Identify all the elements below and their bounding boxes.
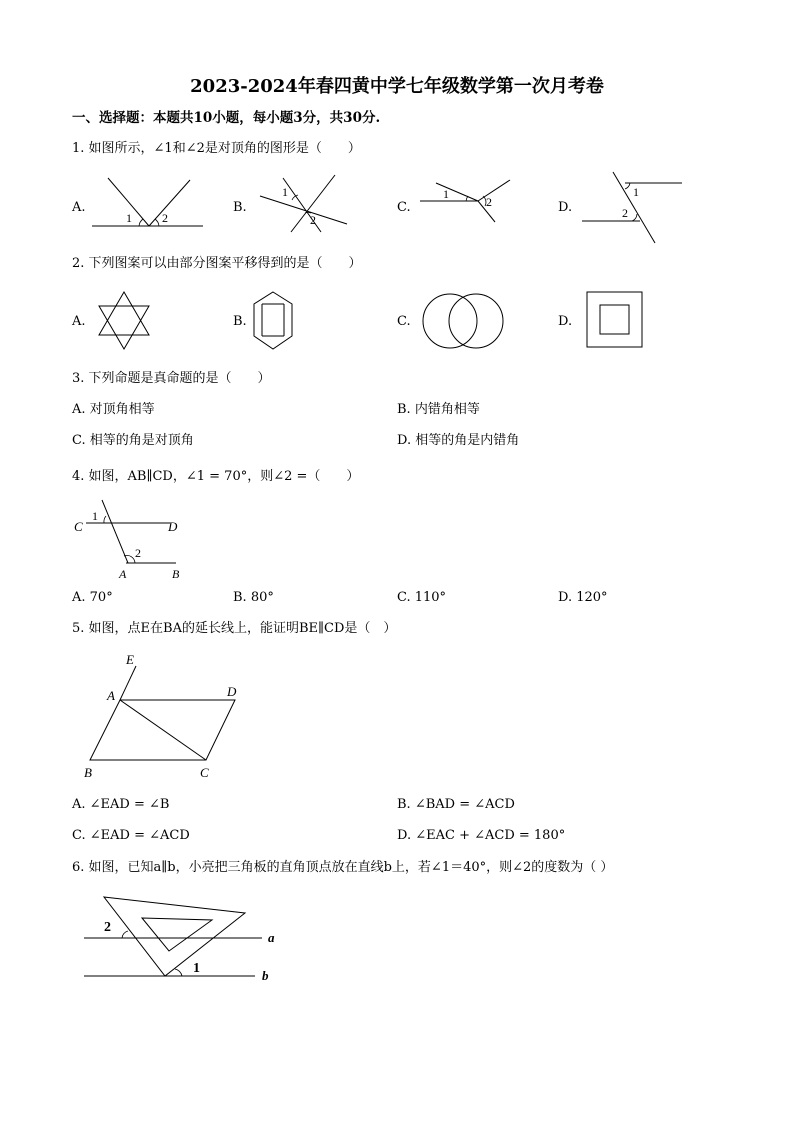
- q6-label-1: 1: [193, 961, 200, 976]
- q2-stem: 2. 下列图案可以由部分图案平移得到的是（ ）: [72, 256, 362, 271]
- q4-option-c: C. 110°: [397, 590, 447, 605]
- q1-d-label-1: 1: [633, 185, 639, 199]
- q4-option-a: A. 70°: [72, 590, 113, 605]
- q5-stem: 5. 如图，点E在BA的延长线上，能证明BE∥CD是（ ）: [72, 621, 397, 636]
- q5-option-a: A. ∠EAD = ∠B: [72, 797, 170, 812]
- q2-option-d: D.: [558, 314, 573, 329]
- q2-option-c: C.: [397, 314, 411, 329]
- q1-stem: 1. 如图所示，∠1和∠2是对顶角的图形是（ ）: [72, 141, 361, 156]
- q4-option-b: B. 80°: [233, 590, 274, 605]
- q1-option-c: C.: [397, 200, 411, 215]
- q5-label-b: B: [84, 765, 92, 780]
- q5-option-c: C. ∠EAD = ∠ACD: [72, 828, 190, 843]
- q6-label-a: a: [268, 930, 275, 945]
- q3-option-b: B. 内错角相等: [397, 402, 480, 417]
- q4-label-2: 2: [135, 546, 141, 560]
- q6-label-b: b: [262, 968, 269, 983]
- q2-option-a: A.: [72, 314, 86, 329]
- q4-option-d: D. 120°: [558, 590, 608, 605]
- q1-a-label-2: 2: [162, 211, 168, 225]
- q4-label-1: 1: [92, 509, 98, 523]
- q4-label-c: C: [74, 519, 83, 534]
- q3-option-a: A. 对顶角相等: [72, 402, 155, 417]
- q1-a-label-1: 1: [126, 211, 132, 225]
- q4-label-b: B: [172, 567, 180, 581]
- q5-label-a: A: [107, 688, 115, 703]
- q5-label-e: E: [126, 652, 134, 667]
- q1-c-label-2: 2: [486, 195, 492, 209]
- page-title: 2023-2024年春四黄中学七年级数学第一次月考卷: [190, 76, 604, 97]
- q1-b-label-2: 2: [310, 213, 316, 227]
- q5-label-d: D: [227, 684, 237, 699]
- q1-option-a: A.: [72, 200, 86, 215]
- q5-option-b: B. ∠BAD = ∠ACD: [397, 797, 515, 812]
- q6-stem: 6. 如图，已知a∥b，小亮把三角板的直角顶点放在直线b上，若∠1＝40°，则∠2的度数为（ ）: [72, 860, 614, 875]
- q3-option-d: D. 相等的角是内错角: [397, 433, 520, 448]
- q5-label-c: C: [200, 765, 209, 780]
- q1-b-label-1: 1: [282, 185, 288, 199]
- q6-label-2: 2: [104, 920, 111, 935]
- q4-label-d: D: [168, 519, 178, 534]
- q4-stem: 4. 如图，AB∥CD，∠1 = 70°，则∠2 =（ ）: [72, 469, 360, 484]
- q1-d-label-2: 2: [622, 206, 628, 220]
- q5-option-d: D. ∠EAC + ∠ACD = 180°: [397, 828, 566, 843]
- q1-c-label-1: 1: [443, 187, 449, 201]
- q3-stem: 3. 下列命题是真命题的是（ ）: [72, 371, 271, 386]
- q3-option-c: C. 相等的角是对顶角: [72, 433, 194, 448]
- section-heading: 一、选择题：本题共10小题，每小题3分，共30分.: [72, 110, 381, 126]
- q4-label-a: A: [119, 567, 127, 581]
- q1-option-d: D.: [558, 200, 573, 215]
- q1-option-b: B.: [233, 200, 247, 215]
- q2-option-b: B.: [233, 314, 247, 329]
